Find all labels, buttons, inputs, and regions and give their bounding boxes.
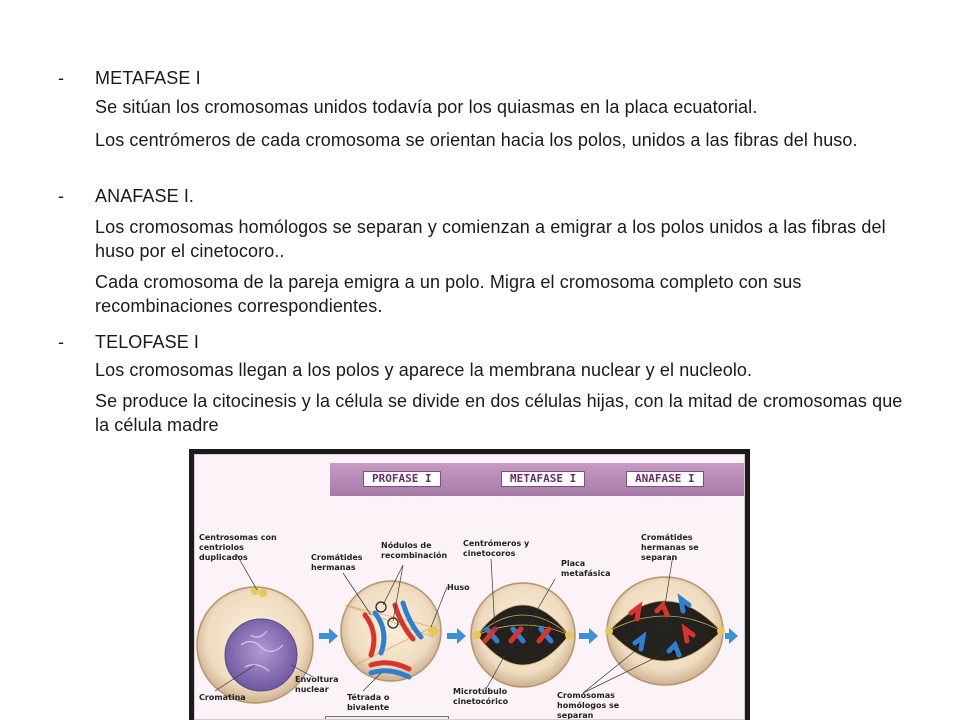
stage-label-profase: PROFASE I <box>363 471 441 487</box>
paragraph: Los cromosomas llegan a los polos y aparece la membrana nuclear y el nucleolo. <box>95 360 753 380</box>
annotation-text: Centrosomas con centriolos duplicados <box>199 533 277 562</box>
annotation-cromatides-separan: Cromátides hermanas se separan <box>641 533 699 562</box>
annotation-centrosomas <box>199 533 281 563</box>
annotation-tetrada: Tétrada o bivalente <box>347 693 390 712</box>
paragraph: Los centrómeros de cada cromosoma se orientan hacia los polos, unidos a las fibras del huso. <box>95 130 858 150</box>
bullet-dash: - <box>58 68 65 88</box>
paragraph: Los cromosomas homólogos se separan y comienzan a emigrar a los polos unidos a las fibras del huso por el cinetocoro.. <box>95 217 886 261</box>
figure-canvas <box>194 454 745 720</box>
paragraph: Se produce la citocinesis y la célula se divide en dos células hijas, con la mitad de cromosomas que la célula madre <box>95 391 903 435</box>
annotation-huso: Huso <box>447 583 470 592</box>
stage-label-metafase: METAFASE I <box>501 471 585 487</box>
annotation-envoltura: Envoltura nuclear <box>295 675 339 694</box>
stage-label-anafase: ANAFASE I <box>626 471 704 487</box>
cell-anafase <box>605 577 725 685</box>
cell-profase-late <box>341 581 441 681</box>
bullet-dash: - <box>58 332 65 352</box>
figure-bottom-tab <box>325 716 449 720</box>
section-heading: ANAFASE I. <box>95 186 195 206</box>
annotation-cromatides-hermanas: Cromátides hermanas <box>311 553 363 572</box>
meiosis-figure <box>189 449 750 720</box>
paragraph: Se sitúan los cromosomas unidos todavía por los quiasmas en la placa ecuatorial. <box>95 97 758 117</box>
annotation-placa: Placa metafásica <box>561 559 611 578</box>
section-heading: METAFASE I <box>95 68 201 88</box>
bullet-dash: - <box>58 186 65 206</box>
paragraph: Cada cromosoma de la pareja emigra a un polo. Migra el cromosoma completo con sus recombinaciones correspondientes. <box>95 272 802 316</box>
annotation-cromatina: Cromatina <box>199 693 246 702</box>
annotation-microtubulo: Microtúbulo cinetocórico <box>453 687 509 706</box>
annotation-nodulos: Nódulos de recombinación <box>381 541 448 560</box>
cell-metafase <box>471 583 575 687</box>
section-heading: TELOFASE I <box>95 332 200 352</box>
annotation-centromeros: Centrómeros y cinetocoros <box>463 539 530 558</box>
annotation-homologos: Cromosomas homólogos se separan <box>557 691 620 720</box>
cell-illustrations <box>195 455 745 720</box>
